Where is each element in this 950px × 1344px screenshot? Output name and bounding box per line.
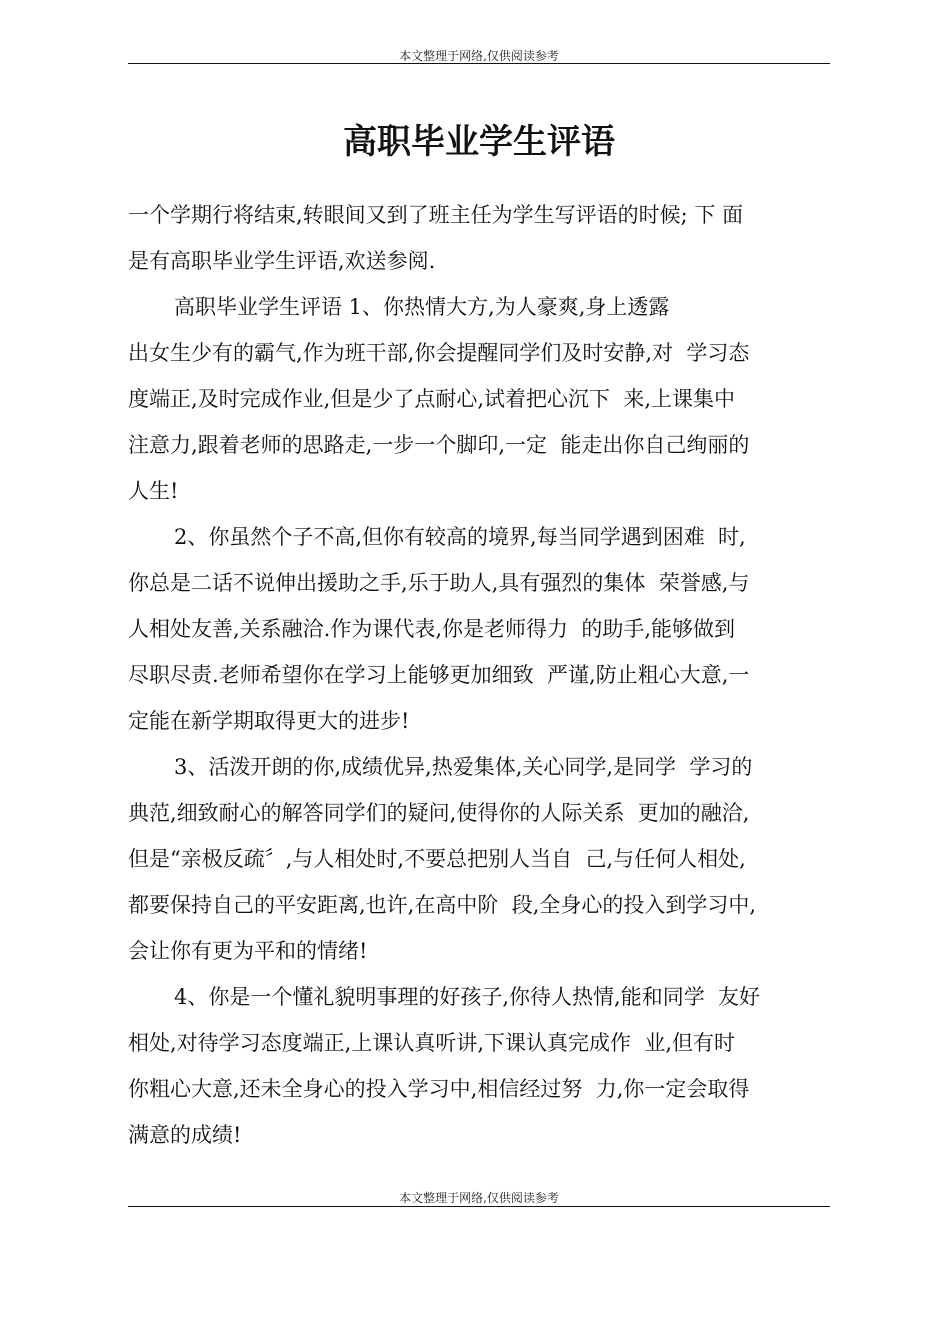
footer-rule xyxy=(128,1206,830,1207)
text-line: 度端正,及时完成作业,但是少了点耐心,试着把心沉下 来,上课集中 xyxy=(128,387,736,411)
text-line: 高职毕业学生评语 1、你热情大方,为人豪爽,身上透露 xyxy=(174,295,670,319)
body-text xyxy=(128,192,838,1158)
text-line: 出女生少有的霸气,作为班干部,你会提醒同学们及时安静,对 学习态 xyxy=(128,341,750,365)
text-line: 定能在新学期取得更大的进步! xyxy=(128,709,410,733)
running-header: 本文整理于网络,仅供阅读参考 xyxy=(399,49,559,63)
text-line: 一个学期行将结束,转眼间又到了班主任为学生写评语的时候; 下 面 xyxy=(128,203,744,227)
text-line: 2、你虽然个子不高,但你有较高的境界,每当同学遇到困难 时, xyxy=(174,525,746,549)
text-line: 4、你是一个懂礼貌明事理的好孩子,你待人热情,能和同学 友好 xyxy=(174,985,761,1009)
text-line: 你粗心大意,还未全身心的投入学习中,相信经过努 力,你一定会取得 xyxy=(128,1077,750,1101)
text-line: 典范,细致耐心的解答同学们的疑问,使得你的人际关系 更加的融洽, xyxy=(128,801,750,825)
text-line: 人生! xyxy=(128,479,179,503)
text-line: 会让你有更为平和的情绪! xyxy=(128,939,368,963)
text-line: 相处,对待学习态度端正,上课认真听讲,下课认真完成作 业,但有时 xyxy=(128,1031,736,1055)
text-line: 是有高职毕业学生评语,欢送参阅. xyxy=(128,249,436,273)
text-line: 你总是二话不说伸出援助之手,乐于助人,具有强烈的集体 荣誉感,与 xyxy=(128,571,750,595)
running-footer: 本文整理于网络,仅供阅读参考 xyxy=(399,1191,559,1205)
text-line: 都要保持自己的平安距离,也许,在高中阶 段,全身心的投入到学习中, xyxy=(128,893,757,917)
text-line: 尽职尽责.老师希望你在学习上能够更加细致 严谨,防止粗心大意,一 xyxy=(128,663,750,687)
header-rule xyxy=(128,63,830,64)
text-line: 人相处友善,关系融洽.作为课代表,你是老师得力 的助手,能够做到 xyxy=(128,617,736,641)
document-title: 高职毕业学生评语 xyxy=(343,122,615,162)
text-line: 但是“亲极反疏〞,与人相处时,不要总把别人当自 己,与任何人相处, xyxy=(128,847,746,871)
text-line: 注意力,跟着老师的思路走,一步一个脚印,一定 能走出你自己绚丽的 xyxy=(128,433,750,457)
text-line: 3、活泼开朗的你,成绩优异,热爱集体,关心同学,是同学 学习的 xyxy=(174,755,753,779)
text-line: 满意的成绩! xyxy=(128,1123,242,1147)
